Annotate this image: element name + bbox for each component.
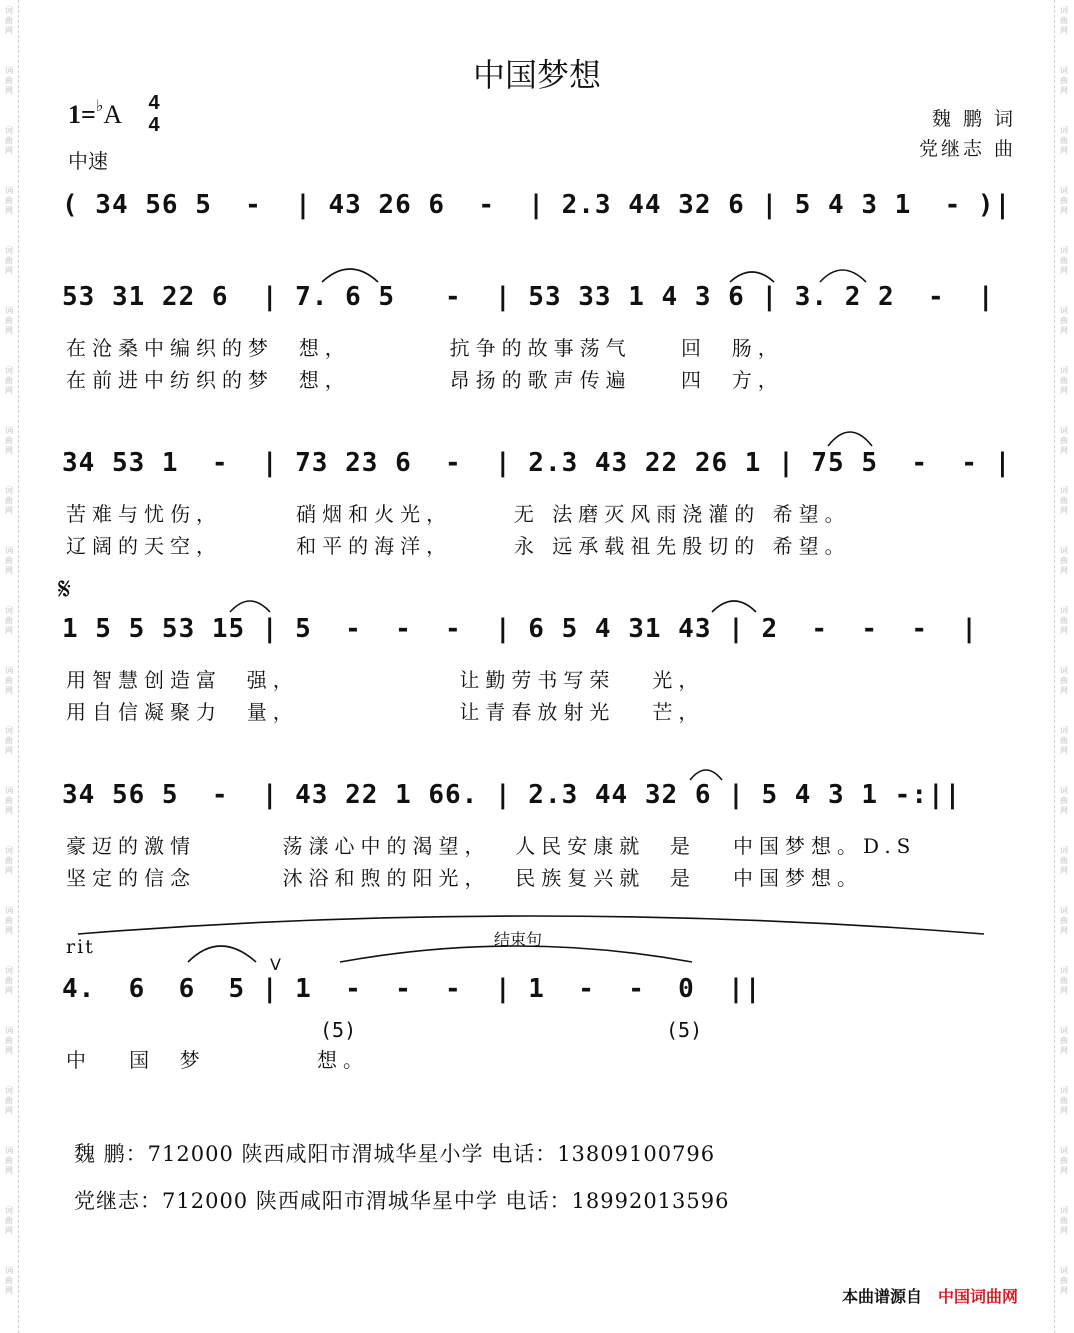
watermark-char: 词 (1060, 726, 1068, 735)
watermark-char: 网 (5, 206, 13, 215)
watermark-char: 网 (1060, 206, 1068, 215)
slur-mark (690, 770, 722, 780)
watermark-char: 网 (5, 506, 13, 515)
line1-lyric-verse2: 在前进中纺织的梦 想， 昂扬的歌声传遍 四 方， (66, 368, 784, 392)
intro-notes: ( 34 56 5 - | 43 26 6 - | 2.3 44 32 6 | 5 4 3 1 - )| (62, 190, 1012, 220)
watermark-char: 词 (5, 366, 13, 375)
watermark-char: 曲 (1060, 796, 1068, 805)
line2-notes: 34 53 1 - | 73 23 6 - | 2.3 43 22 26 1 | 75 5 - - | (62, 448, 1012, 478)
watermark-char: 网 (1060, 866, 1068, 875)
watermark-char: 曲 (5, 496, 13, 505)
watermark-char: 网 (1060, 1286, 1068, 1295)
watermark-char: 词 (5, 66, 13, 75)
watermark-char: 词 (1060, 1266, 1068, 1275)
slur-mark (230, 601, 270, 612)
watermark-char: 词 (5, 1026, 13, 1035)
watermark-char: 词 (1060, 966, 1068, 975)
ending-tie (340, 946, 692, 962)
watermark-char: 词 (5, 726, 13, 735)
watermark-char: 网 (5, 926, 13, 935)
watermark-char: 曲 (1060, 1276, 1068, 1285)
watermark-char: 曲 (5, 376, 13, 385)
line4-lyric-verse2: 坚定的信念 沐浴和煦的阳光， 民族复兴就 是 中国梦想。 (66, 866, 864, 890)
watermark-char: 词 (5, 486, 13, 495)
line5-notes: 4. 6 6 5 | 1 - - - | 1 - - 0 || (62, 974, 762, 1004)
line1-notes: 53 31 22 6 | 7. 6 5 - | 53 33 1 4 3 6 | 3. 2 2 - | (62, 282, 995, 312)
watermark-char: 词 (1060, 546, 1068, 555)
watermark-char: 曲 (1060, 676, 1068, 685)
slur-mark (712, 601, 756, 612)
watermark-char: 网 (1060, 926, 1068, 935)
watermark-char: 网 (1060, 1046, 1068, 1055)
watermark-char: 网 (5, 1046, 13, 1055)
watermark-char: 网 (1060, 266, 1068, 275)
line4-notes: 34 56 5 - | 43 22 1 66. | 2.3 44 32 6 | 5 4 3 1 -:|| (62, 780, 962, 810)
breath-mark: V (270, 955, 281, 974)
source-label: 本曲谱源自 (842, 1287, 923, 1306)
slur-mark (322, 269, 378, 282)
watermark-char: 词 (1060, 1146, 1068, 1155)
line3-notes: 1 5 5 53 15 | 5 - - - | 6 5 4 31 43 | 2 - - - | (62, 614, 978, 644)
watermark-char: 曲 (1060, 136, 1068, 145)
watermark-char: 网 (1060, 1226, 1068, 1235)
composer-credit: 党继志 曲 (918, 138, 1016, 160)
watermark-char: 网 (1060, 686, 1068, 695)
watermark-char: 网 (5, 1166, 13, 1175)
watermark-char: 词 (5, 306, 13, 315)
watermark-char: 曲 (1060, 976, 1068, 985)
song-title: 中国梦想 (472, 56, 601, 94)
watermark-char: 词 (1060, 846, 1068, 855)
source-site-link[interactable]: 中国词曲网 (938, 1287, 1019, 1306)
watermark-char: 曲 (5, 1156, 13, 1165)
key-signature: 1=♭A (68, 98, 123, 129)
watermark-char: 网 (1060, 1166, 1068, 1175)
watermark-char: 曲 (1060, 736, 1068, 745)
line1-lyric-verse1: 在沧桑中编织的梦 想， 抗争的故事荡气 回 肠， (66, 336, 784, 360)
watermark-char: 词 (1060, 66, 1068, 75)
watermark-char: 曲 (5, 1276, 13, 1285)
watermark-char: 网 (5, 686, 13, 695)
slur-mark (188, 946, 256, 962)
watermark-char: 网 (5, 446, 13, 455)
watermark-char: 网 (1060, 326, 1068, 335)
watermark-char: 词 (1060, 606, 1068, 615)
watermark-char: 曲 (1060, 1096, 1068, 1105)
watermark-char: 网 (1060, 506, 1068, 515)
watermark-char: 曲 (1060, 316, 1068, 325)
watermark-char: 词 (1060, 1206, 1068, 1215)
watermark-char: 词 (1060, 486, 1068, 495)
watermark-char: 曲 (1060, 556, 1068, 565)
watermark-char: 词 (1060, 666, 1068, 675)
watermark-char: 词 (5, 1266, 13, 1275)
watermark-char: 曲 (1060, 256, 1068, 265)
watermark-char: 曲 (5, 616, 13, 625)
watermark-char: 网 (5, 146, 13, 155)
line3-lyric-verse2: 用自信凝聚力 量， 让青春放射光 芒， (66, 700, 705, 724)
watermark-char: 网 (1060, 146, 1068, 155)
watermark-char: 曲 (1060, 916, 1068, 925)
watermark-char: 网 (5, 986, 13, 995)
watermark-char: 网 (1060, 806, 1068, 815)
watermark-char: 曲 (1060, 856, 1068, 865)
watermark-char: 曲 (5, 16, 13, 25)
watermark-char: 词 (5, 1146, 13, 1155)
line2-lyric-verse2: 辽阔的天空， 和平的海洋， 永 远承载祖先殷切的 希望。 (66, 534, 851, 558)
watermark-char: 词 (5, 126, 13, 135)
watermark-char: 曲 (5, 1216, 13, 1225)
watermark-char: 网 (5, 806, 13, 815)
watermark-char: 曲 (1060, 376, 1068, 385)
watermark-char: 词 (1060, 246, 1068, 255)
watermark-char: 网 (5, 1286, 13, 1295)
ritardando-marking: rit (66, 936, 95, 958)
composer-contact: 党继志：712000 陕西咸阳市渭城华星中学 电话：18992013596 (74, 1189, 730, 1213)
watermark-char: 网 (5, 626, 13, 635)
watermark-char: 词 (1060, 786, 1068, 795)
watermark-char: 曲 (5, 256, 13, 265)
watermark-char: 词 (1060, 906, 1068, 915)
watermark-char: 网 (1060, 1106, 1068, 1115)
watermark-char: 曲 (1060, 196, 1068, 205)
watermark-char: 词 (5, 1086, 13, 1095)
watermark-char: 网 (1060, 626, 1068, 635)
watermark-char: 曲 (5, 676, 13, 685)
watermark-char: 网 (5, 1226, 13, 1235)
lyricist-contact: 魏 鹏：712000 陕西咸阳市渭城华星小学 电话：13809100796 (74, 1142, 716, 1166)
watermark-char: 网 (5, 86, 13, 95)
watermark-char: 词 (1060, 1026, 1068, 1035)
watermark-char: 曲 (5, 316, 13, 325)
watermark-char: 网 (5, 26, 13, 35)
segno-sign: 𝄋 (58, 572, 71, 607)
watermark-char: 曲 (5, 1036, 13, 1045)
alternate-note-2: (5) (666, 1018, 703, 1042)
watermark-char: 曲 (5, 1096, 13, 1105)
watermark-char: 网 (5, 386, 13, 395)
watermark-char: 曲 (5, 736, 13, 745)
watermark-char: 词 (5, 546, 13, 555)
slur-mark (820, 270, 866, 282)
watermark-char: 网 (5, 746, 13, 755)
watermark-char: 网 (1060, 386, 1068, 395)
watermark-char: 词 (1060, 126, 1068, 135)
slur-mark (730, 272, 774, 282)
watermark-char: 曲 (1060, 76, 1068, 85)
watermark-char: 网 (5, 266, 13, 275)
watermark-char: 词 (5, 426, 13, 435)
watermark-char: 曲 (1060, 16, 1068, 25)
slur-mark (828, 432, 872, 446)
watermark-char: 曲 (5, 136, 13, 145)
watermark-char: 网 (1060, 86, 1068, 95)
phrase-arc (78, 916, 984, 934)
watermark-char: 网 (5, 326, 13, 335)
watermark-char: 词 (1060, 366, 1068, 375)
watermark-char: 网 (1060, 26, 1068, 35)
watermark-char: 曲 (1060, 1036, 1068, 1045)
watermark-char: 词 (5, 666, 13, 675)
watermark-char: 曲 (1060, 1216, 1068, 1225)
watermark-char: 词 (5, 186, 13, 195)
watermark-char: 曲 (5, 436, 13, 445)
watermark-char: 网 (1060, 746, 1068, 755)
watermark-char: 词 (1060, 1086, 1068, 1095)
watermark-char: 网 (1060, 986, 1068, 995)
meter-top: 4 (148, 92, 160, 114)
watermark-char: 词 (5, 966, 13, 975)
watermark-char: 词 (1060, 426, 1068, 435)
watermark-char: 曲 (5, 556, 13, 565)
watermark-char: 曲 (1060, 436, 1068, 445)
watermark-char: 词 (5, 1206, 13, 1215)
watermark-char: 网 (1060, 446, 1068, 455)
watermark-char: 曲 (1060, 1156, 1068, 1165)
watermark-char: 曲 (1060, 496, 1068, 505)
ending-label: 结束句 (494, 930, 543, 949)
watermark-char: 曲 (5, 856, 13, 865)
watermark-char: 词 (5, 6, 13, 15)
watermark-char: 词 (5, 606, 13, 615)
watermark-char: 曲 (1060, 616, 1068, 625)
watermark-char: 词 (5, 246, 13, 255)
watermark-char: 词 (5, 846, 13, 855)
watermark-char: 曲 (5, 796, 13, 805)
watermark-char: 曲 (5, 196, 13, 205)
line3-lyric-verse1: 用智慧创造富 强， 让勤劳书写荣 光， (66, 668, 705, 692)
lyricist-credit: 魏 鹏 词 (931, 108, 1016, 130)
watermark-char: 网 (1060, 566, 1068, 575)
watermark-char: 曲 (5, 976, 13, 985)
watermark-char: 词 (5, 786, 13, 795)
watermark-char: 网 (5, 566, 13, 575)
watermark-char: 词 (1060, 186, 1068, 195)
line2-lyric-verse1: 苦难与忧伤， 硝烟和火光， 无 法磨灭风雨浇灌的 希望。 (66, 502, 851, 526)
meter-bottom: 4 (148, 114, 160, 136)
watermark-char: 词 (1060, 306, 1068, 315)
source-credit (842, 1284, 1018, 1307)
watermark-char: 词 (5, 906, 13, 915)
tempo-marking: 中速 (68, 149, 108, 173)
line4-lyric-verse1: 豪迈的激情 荡漾心中的渴望， 人民安康就 是 中国梦想。D.S (66, 834, 917, 858)
watermark-char: 网 (5, 866, 13, 875)
watermark-char: 网 (5, 1106, 13, 1115)
watermark-char: 曲 (5, 76, 13, 85)
line5-lyric: 中 国 梦 想。 (66, 1048, 370, 1072)
alternate-note-1: (5) (320, 1018, 357, 1042)
watermark-char: 曲 (5, 916, 13, 925)
watermark-char: 词 (1060, 6, 1068, 15)
